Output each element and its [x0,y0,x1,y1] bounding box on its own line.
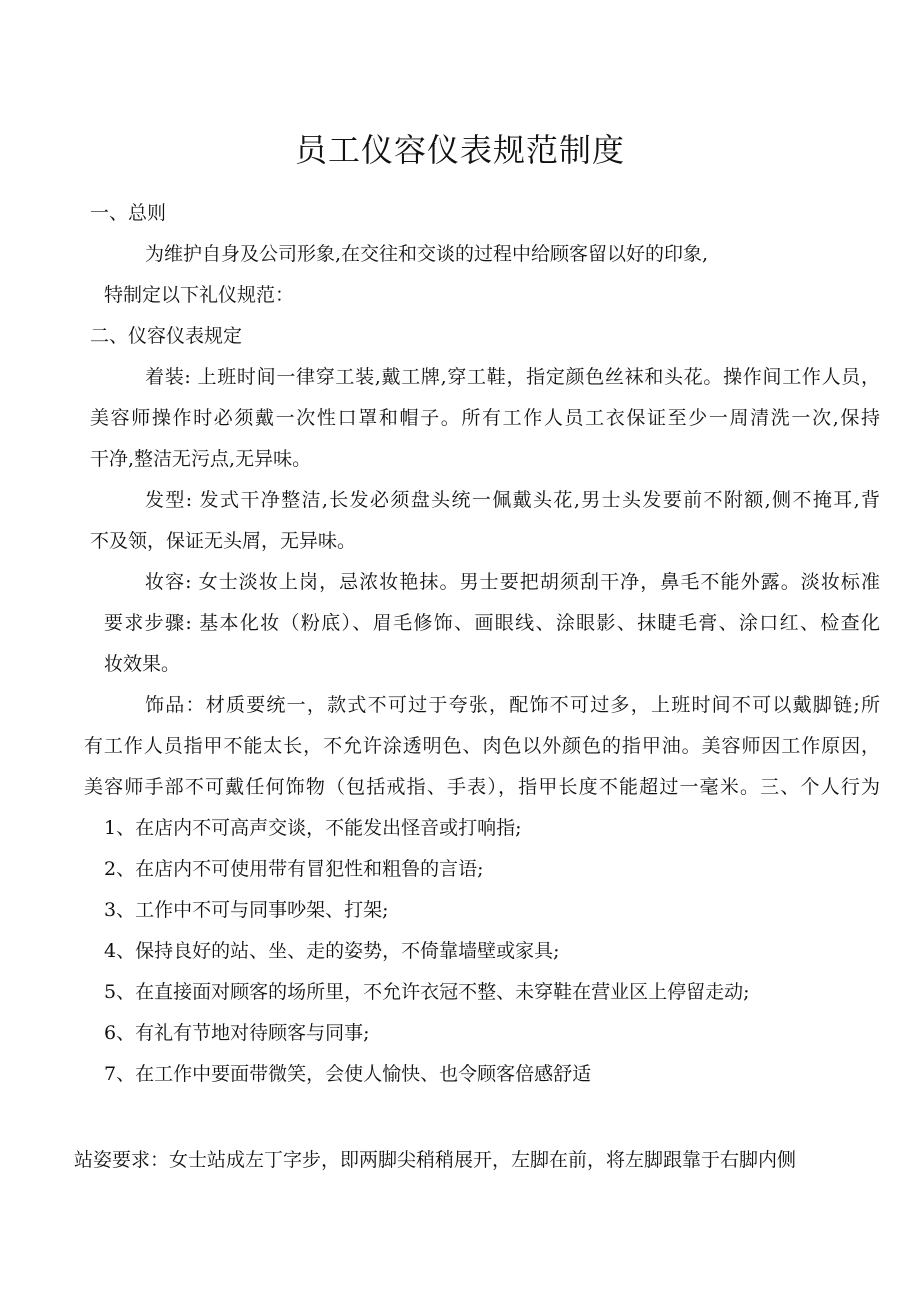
attire-paragraph-line: 美容师操作时必须戴一次性口罩和帽子。所有工作人员工衣保证至少一周清洗一次,保持 [90,407,880,429]
makeup-paragraph-line: 妆容: 女士淡妆上岗，忌浓妆艳抹。男士要把胡须刮干净，鼻毛不能外露。淡妆标准 [145,571,880,593]
hair-paragraph-line: 发型: 发式干净整洁,长发必须盘头统一佩戴头花,男士头发要前不附额,侧不掩耳,背 [145,489,880,511]
behavior-list-item: 2、在店内不可使用带有冒犯性和粗鲁的言语; [104,858,484,880]
standing-posture-line: 站姿要求：女士站成左丁字步，即两脚尖稍稍展开，左脚在前，将左脚跟靠于右脚内侧 [74,1149,797,1171]
behavior-list-item: 5、在直接面对顾客的场所里，不允许衣冠不整、未穿鞋在营业区上停留走动; [104,981,750,1003]
behavior-list-item: 6、有礼有节地对待顾客与同事; [104,1022,370,1044]
accessories-paragraph-line: 美容师手部不可戴任何饰物（包括戒指、手表），指甲长度不能超过一毫米。三、个人行为 [84,776,880,798]
hair-paragraph-line: 不及领，保证无头屑，无异味。 [90,530,357,552]
behavior-list-item: 7、在工作中要面带微笑，会使人愉快、也令顾客倍感舒适 [104,1063,592,1085]
general-paragraph-line: 特制定以下礼仪规范： [104,284,295,306]
behavior-list-item: 4、保持良好的站、坐、走的姿势，不倚靠墙壁或家具; [104,940,560,962]
general-paragraph-line: 为维护自身及公司形象,在交往和交谈的过程中给顾客留以好的印象, [145,243,709,265]
section-heading-general: 一、总则 [90,202,167,224]
behavior-list-item: 3、工作中不可与同事吵架、打架; [104,899,389,921]
document-title: 员工仪容仪表规范制度 [294,131,625,169]
attire-paragraph-line: 着装: 上班时间一律穿工装,戴工牌,穿工鞋，指定颜色丝袜和头花。操作间工作人员， [145,366,880,388]
section-heading-appearance: 二、仪容仪表规定 [90,325,243,347]
accessories-paragraph-line: 有工作人员指甲不能太长，不允许涂透明色、肉色以外颜色的指甲油。美容师因工作原因， [84,735,880,757]
behavior-list-item: 1、在店内不可高声交谈，不能发出怪音或打响指; [104,817,522,839]
makeup-paragraph-line: 妆效果。 [104,653,181,675]
accessories-paragraph-line: 饰品：材质要统一，款式不可过于夸张，配饰不可过多，上班时间不可以戴脚链;所 [145,694,880,716]
makeup-paragraph-line: 要求步骤: 基本化妆（粉底）、眉毛修饰、画眼线、涂眼影、抹睫毛膏、涂口红、检查化 [104,612,880,634]
attire-paragraph-line: 干净,整洁无污点,无异味。 [90,448,312,470]
